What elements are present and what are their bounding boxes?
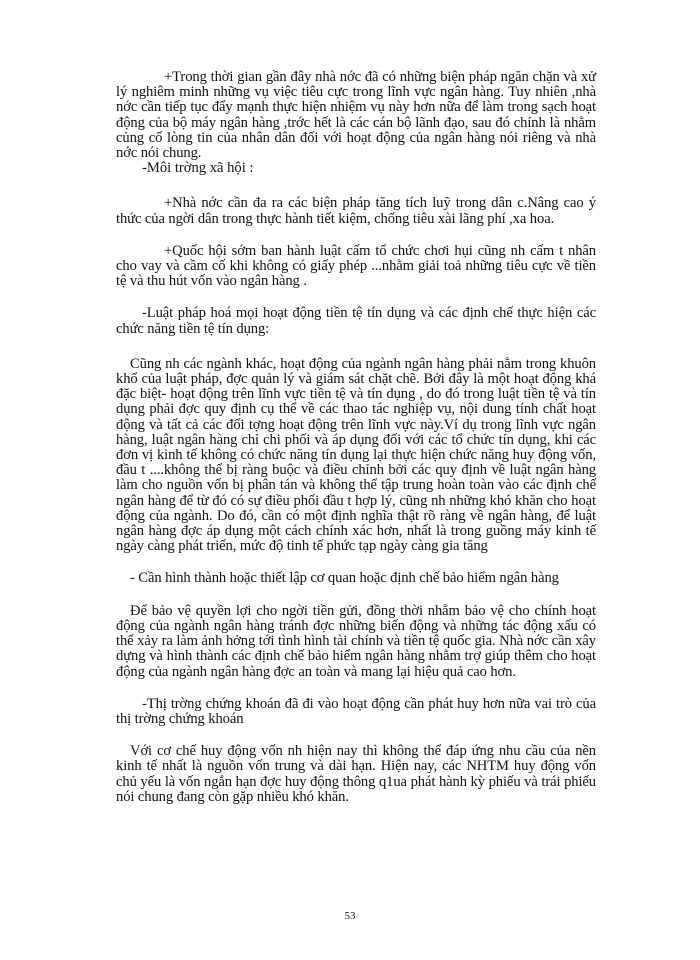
paragraph-capital-mobilization: Với cơ chế huy động vốn nh hiện nay thì không thể đáp ứng nhu cầu của nền kinh tế nhất là nguồn vốn trung và dài hạn. Hiện nay, các NHTM huy động vốn chủ yếu là vốn ngắn hạn đợc huy động thông q1ua phát hành kỳ phiếu và trái phiếu nói chung đang còn gặp nhiều khó khăn.	[116, 743, 596, 805]
heading-bank-insurance: - Cần hình thành hoặc thiết lập cơ quan hoặc định chế bảo hiểm ngân hàng	[130, 570, 559, 587]
heading-stock-market: -Thị trờng chứng khoán đã đi vào hoạt động cần phát huy hơn nữa vai trò của thị trờng chứng khoán	[116, 695, 596, 727]
paragraph-savings-measures: +Nhà nớc cần đa ra các biện pháp tăng tích luỹ trong dân c.Nâng cao ý thức của ngời dân trong thực hành tiết kiệm, chống tiêu xài lãng phí ,xa hoa.	[116, 195, 596, 227]
document-body	[116, 70, 596, 805]
heading-social-environment: -Môi trờng xã hội :	[142, 160, 254, 177]
paragraph-national-assembly-law: +Quốc hội sớm ban hành luật cấm tổ chức chơi hụi cũng nh cấm t nhân cho vay và cầm cố khi không có giấy phép ...nhằm giải toả những tiêu cực về tiền tệ và thu hút vốn vào ngân hàng .	[116, 242, 596, 290]
paragraph-state-measures: +Trong thời gian gần đây nhà nớc đã có những biện pháp ngăn chặn và xử lý nghiêm minh những vụ việc tiêu cực trong lĩnh vực ngân hàng. Tuy nhiên ,nhà nớc cần tiếp tục đẩy mạnh thực hiện nhiệm vụ này hơn nữa để làm trong sạch hoạt động của bộ máy ngân hàng ,trớc hết là các cán bộ lãnh đạo, sau đó chính là nhằm củng cố lòng tin của nhân dân đối với hoạt động của ngân hàng nói riêng và nhà nớc nói chung.	[116, 69, 596, 162]
heading-legalize-credit: -Luật pháp hoá mọi hoạt động tiền tệ tín dụng và các định chế thực hiện các chức năng tiền tệ tín dụng:	[116, 305, 596, 337]
paragraph-depositor-protection: Để bảo vệ quyền lợi cho ngời tiền gửi, đồng thời nhằm bảo vệ cho chính hoạt động của ngành ngân hàng tránh đợc những biến động và những tác động xấu có thể xảy ra làm ảnh hởng tới tình hình tài chính và tiền tệ quốc gia. Nhà nớc cần xây dựng và hình thành các định chế bảo hiểm ngân hàng nhằm trợ giúp thêm cho hoạt động của ngành ngân hàng đợc an toàn và mang lại hiệu quả cao hơn.	[116, 602, 596, 680]
page-number: 53	[344, 910, 356, 922]
paragraph-banking-law: Cũng nh các ngành khác, hoạt động của ngành ngân hàng phải nằm trong khuôn khổ của luật pháp, đợc quản lý và giám sát chặt chẽ. Bởi đây là một hoạt động khá đặc biệt- hoạt động trên lĩnh vực tiền tệ và tín dụng , do đó trong luật tiền tệ và tín dụng phải đợc quy định cụ thể về các thao tác nghiệp vụ, nội dung tính chất hoạt động và tất cả các đối tợng hoạt động trên lĩnh vực này.Ví dụ trong lĩnh vực ngân hàng, luật ngân hàng chỉ chi phối và áp dụng đối với các tổ chức tín dụng, khi các đơn vị kinh tế không có chức năng tín dụng lại thực hiện chức năng huy động vốn, đầu t ....không thể bị ràng buộc và điều chỉnh bởi các quy định về luật ngân hàng làm cho nguồn vốn bị phân tán và không thể tập trung hoàn toàn vào các định chế ngân hàng để từ đó có sự điều phối đầu t hợp lý, cũng nh những khó khăn cho hoạt động của ngành. Do đó, cần có một định nghĩa thật rõ ràng về ngân hàng, để luật ngân hàng đợc áp dụng một cách chính xác hơn, nhất là trong guồng máy kinh tế ngày càng phát triển, mức độ tinh tế phức tạp ngày càng gia tăng	[116, 355, 596, 555]
